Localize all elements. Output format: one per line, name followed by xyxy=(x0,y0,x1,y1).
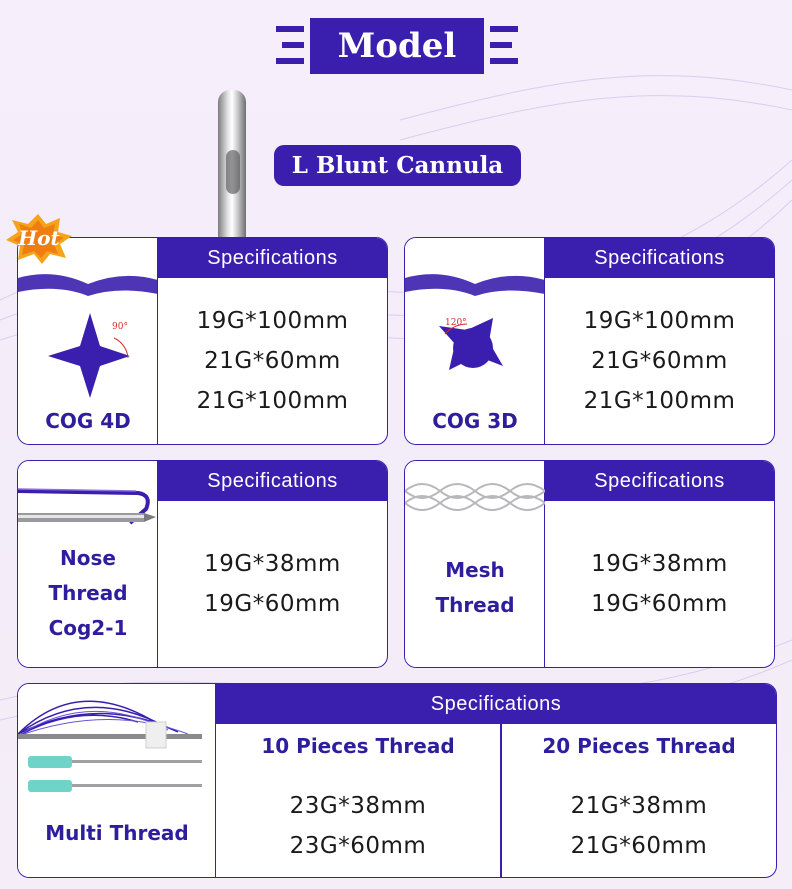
spec-value: 19G*38mm xyxy=(204,551,341,577)
card-image-panel xyxy=(18,461,158,667)
spec-header: Specifications xyxy=(545,461,774,501)
spec-value: 21G*100mm xyxy=(196,388,349,414)
model-label: COG 3D xyxy=(432,409,518,433)
model-label: Nose xyxy=(60,546,116,570)
model-label: Cog2-1 xyxy=(48,616,128,640)
column-title: 10 Pieces Thread xyxy=(261,734,455,758)
spec-value: 21G*38mm xyxy=(570,792,708,819)
model-label: COG 4D xyxy=(45,409,131,433)
spec-values xyxy=(545,278,774,444)
card-nose-thread xyxy=(17,460,388,668)
subtitle-pill: L Blunt Cannula xyxy=(274,145,521,186)
spec-value: 23G*38mm xyxy=(289,792,427,819)
spec-value: 21G*100mm xyxy=(583,388,736,414)
spec-value: 21G*60mm xyxy=(591,348,728,374)
spec-value: 19G*60mm xyxy=(591,591,728,617)
spec-values xyxy=(216,774,500,877)
banner-stripe xyxy=(282,42,304,48)
card-image-panel xyxy=(405,461,545,667)
spec-value: 21G*60mm xyxy=(204,348,341,374)
banner-stripe xyxy=(490,58,518,64)
model-label: Thread xyxy=(435,593,515,617)
card-image-panel xyxy=(18,684,216,877)
spec-header: Specifications xyxy=(158,238,387,278)
spec-values xyxy=(545,501,774,667)
spec-value: 19G*38mm xyxy=(591,551,728,577)
model-label: Multi Thread xyxy=(45,821,189,845)
spec-header: Specifications xyxy=(158,461,387,501)
spec-values xyxy=(502,774,776,877)
spec-value: 19G*100mm xyxy=(583,308,736,334)
banner-stripe xyxy=(276,58,304,64)
spec-values xyxy=(158,278,387,444)
spec-header: Specifications xyxy=(216,684,776,724)
banner-stripe xyxy=(276,26,304,32)
model-label: Mesh xyxy=(445,558,505,582)
column-title: 20 Pieces Thread xyxy=(542,734,736,758)
page-title: Model xyxy=(337,26,457,66)
angle-label: 90° xyxy=(112,322,128,332)
banner-stripe xyxy=(490,26,518,32)
angle-label: 120° xyxy=(445,318,467,328)
card-cog-4d xyxy=(17,237,388,445)
model-label-group xyxy=(405,553,545,623)
spec-header: Specifications xyxy=(545,238,774,278)
spec-value: 23G*60mm xyxy=(289,832,427,859)
spec-values xyxy=(158,501,387,667)
model-label: Thread xyxy=(48,581,128,605)
card-image-panel xyxy=(18,238,158,444)
card-cog-3d xyxy=(404,237,775,445)
hot-label: Hot xyxy=(18,226,60,250)
spec-value: 19G*100mm xyxy=(196,308,349,334)
title-banner xyxy=(276,18,518,74)
cannula-slot xyxy=(226,150,240,194)
spec-value: 21G*60mm xyxy=(570,832,708,859)
card-mesh-thread xyxy=(404,460,775,668)
model-label-group xyxy=(18,541,158,646)
card-multi-thread xyxy=(17,683,777,878)
spec-value: 19G*60mm xyxy=(204,591,341,617)
banner-stripe xyxy=(490,42,512,48)
card-image-panel xyxy=(405,238,545,444)
